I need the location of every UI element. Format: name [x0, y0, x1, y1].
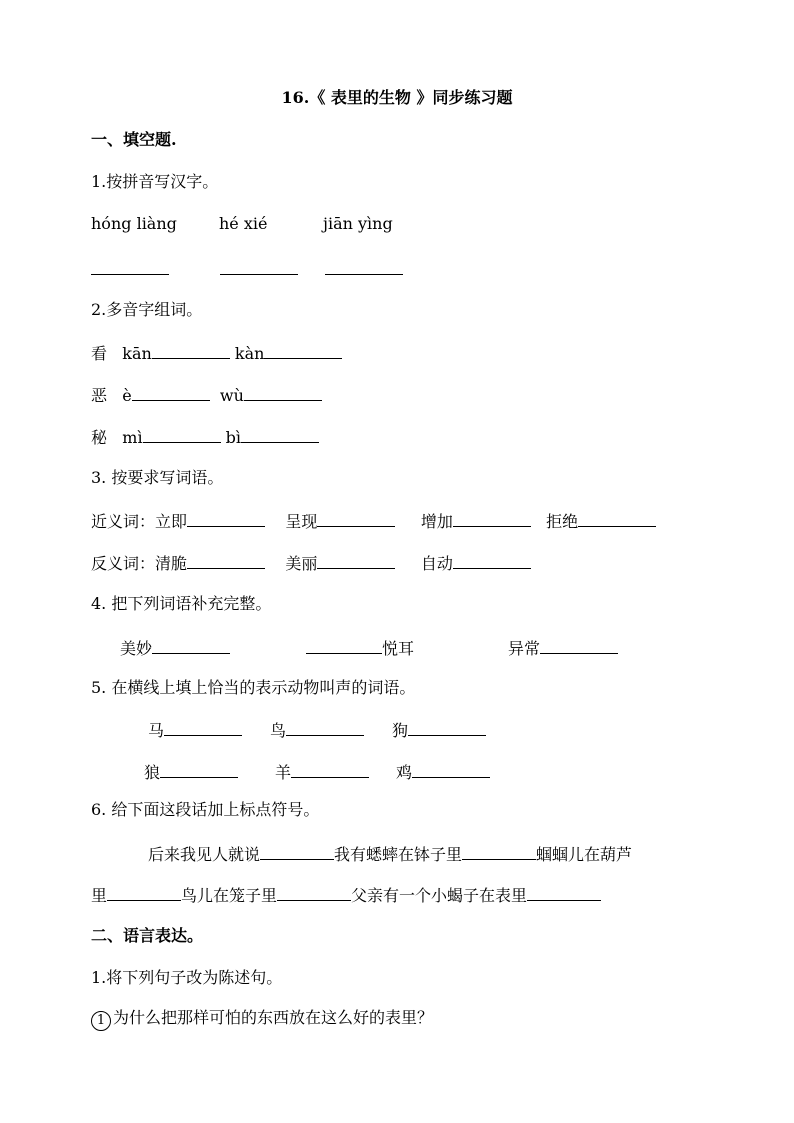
q2-blank[interactable]	[244, 384, 322, 401]
q5-blank[interactable]	[412, 761, 490, 778]
q3-blank[interactable]	[187, 510, 265, 527]
q2-reading-2: kàn	[234, 344, 265, 363]
q6-blank[interactable]	[260, 843, 334, 860]
q2-reading-1: kān	[122, 344, 152, 363]
s2q1-prompt: 1.将下列句子改为陈述句。	[91, 968, 283, 987]
q3-blank[interactable]	[317, 552, 395, 569]
section-heading-fill-blanks: 一、填空题.	[91, 130, 177, 149]
q4-item-3	[508, 636, 618, 659]
q6-blank[interactable]	[277, 884, 351, 901]
q4-prompt: 4. 把下列词语补充完整。	[91, 594, 272, 613]
q2-row-2	[91, 384, 322, 406]
q2-blank[interactable]	[143, 426, 221, 443]
q6-text: 里	[91, 886, 108, 905]
q2-reading-2: wù	[219, 386, 244, 405]
q3-ant-label: 反义词：	[91, 554, 156, 573]
q5-blank[interactable]	[160, 761, 238, 778]
page-title: 16.《 表里的生物 》同步练习题	[281, 88, 513, 107]
q2-char: 恶	[91, 386, 108, 405]
q5-item	[392, 718, 486, 741]
q3-ant-word: 清脆	[155, 554, 188, 573]
q5-animal: 狗	[392, 721, 409, 740]
q2-reading-1: mì	[122, 428, 143, 447]
q2-blank[interactable]	[152, 342, 230, 359]
q3-syn-word: 拒绝	[546, 512, 579, 531]
q6-blank[interactable]	[462, 843, 536, 860]
q2-row-1	[91, 342, 342, 364]
q5-animal: 鸡	[396, 763, 413, 782]
q5-item	[275, 760, 369, 783]
q4-blank[interactable]	[306, 637, 382, 654]
q2-blank[interactable]	[264, 342, 342, 359]
q5-item	[396, 760, 490, 783]
q3-antonyms-row	[91, 552, 531, 574]
q6-blank[interactable]	[107, 884, 181, 901]
q1-blank-1[interactable]	[91, 258, 169, 275]
q4-blank[interactable]	[540, 637, 618, 654]
q3-blank[interactable]	[453, 552, 531, 569]
q1-prompt: 1.按拼音写汉字。	[91, 172, 219, 191]
q3-syn-word: 立即	[155, 512, 188, 531]
q6-text: 父亲有一个小蝎子在表里	[351, 886, 528, 905]
q2-char: 秘	[91, 428, 108, 447]
q2-reading-1: è	[122, 386, 132, 405]
q6-text: 后来我见人就说	[148, 845, 261, 864]
circled-number-icon: 1	[91, 1011, 111, 1031]
q6-paragraph-line-1	[148, 842, 632, 865]
q4-word: 悦耳	[382, 639, 415, 658]
q4-item-2	[306, 636, 414, 659]
q1-pinyin-3: jiān yìng	[323, 214, 393, 233]
q5-item	[270, 718, 364, 741]
q5-prompt: 5. 在横线上填上恰当的表示动物叫声的词语。	[91, 678, 416, 697]
q1-pinyin-1: hóng liàng	[91, 214, 177, 233]
q3-synonyms-row	[91, 510, 656, 532]
q4-word: 异常	[508, 639, 541, 658]
q3-syn-word: 呈现	[285, 512, 318, 531]
q2-row-3	[91, 426, 319, 448]
q2-reading-2: bì	[225, 428, 242, 447]
q1-pinyin-2: hé xié	[219, 214, 268, 233]
q6-text: 蝈蝈儿在葫芦	[536, 845, 633, 864]
q5-animal: 马	[148, 721, 165, 740]
q6-paragraph-line-2	[91, 884, 601, 906]
q4-item-1	[120, 636, 230, 659]
q5-blank[interactable]	[408, 719, 486, 736]
q3-syn-label: 近义词：	[91, 512, 156, 531]
q6-blank[interactable]	[527, 884, 601, 901]
q1-blank-2[interactable]	[220, 258, 298, 275]
q5-animal: 狼	[144, 763, 161, 782]
section-heading-language-expression: 二、语言表达。	[91, 926, 204, 945]
q3-blank[interactable]	[453, 510, 531, 527]
q3-blank[interactable]	[187, 552, 265, 569]
q3-blank[interactable]	[317, 510, 395, 527]
q5-blank[interactable]	[291, 761, 369, 778]
q5-blank[interactable]	[286, 719, 364, 736]
q3-prompt: 3. 按要求写词语。	[91, 468, 224, 487]
q3-ant-word: 美丽	[285, 554, 318, 573]
q5-item	[144, 760, 238, 783]
q6-text: 我有蟋蟀在钵子里	[334, 845, 463, 864]
q3-blank[interactable]	[578, 510, 656, 527]
q2-char: 看	[91, 344, 108, 363]
q5-blank[interactable]	[164, 719, 242, 736]
q2-blank[interactable]	[132, 384, 210, 401]
s2q1-sentence-text: 为什么把那样可怕的东西放在这么好的表里？	[113, 1008, 434, 1027]
q3-syn-word: 增加	[420, 512, 453, 531]
q2-blank[interactable]	[241, 426, 319, 443]
s2q1-sentence-1	[91, 1008, 433, 1031]
q4-blank[interactable]	[152, 637, 230, 654]
q1-blank-3[interactable]	[325, 258, 403, 275]
q2-prompt: 2.多音字组词。	[91, 300, 203, 319]
q3-ant-word: 自动	[420, 554, 453, 573]
q5-item	[148, 718, 242, 741]
q5-animal: 鸟	[270, 721, 287, 740]
q6-prompt: 6. 给下面这段话加上标点符号。	[91, 800, 320, 819]
q5-animal: 羊	[275, 763, 292, 782]
q6-text: 鸟儿在笼子里	[181, 886, 278, 905]
q4-word: 美妙	[120, 639, 153, 658]
